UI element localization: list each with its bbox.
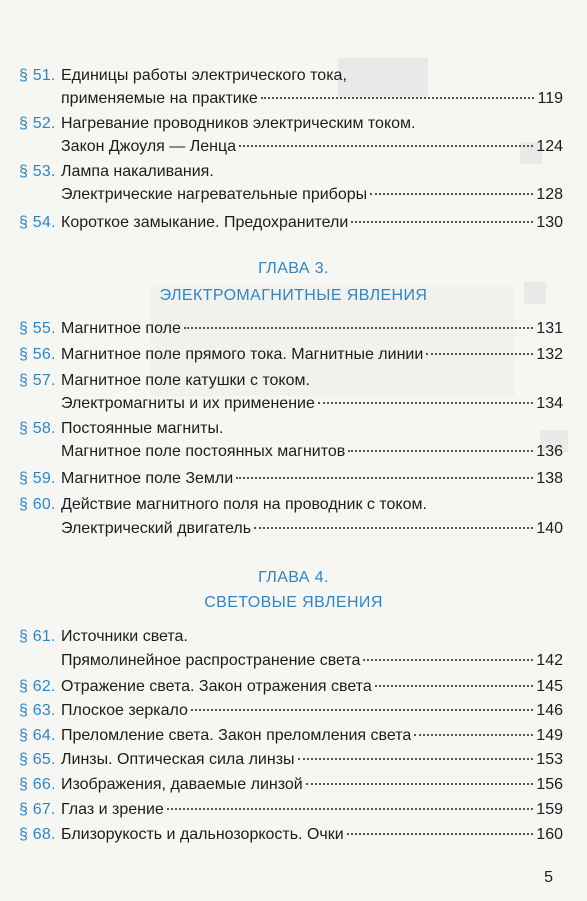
page-ref: 132: [536, 346, 563, 363]
dot-leader: [298, 758, 534, 760]
section-title: Короткое замыкание. Предохранители: [61, 214, 349, 231]
section-number: § 57.: [19, 372, 56, 389]
section-title: Близорукость и дальнозоркость. Очки: [61, 826, 344, 843]
dot-leader: [306, 783, 534, 785]
section-title: Преломление света. Закон преломления света: [61, 727, 412, 744]
dot-leader: [254, 527, 533, 529]
chapter-title[interactable]: ЭЛЕКТРОМАГНИТНЫЕ ЯВЛЕНИЯ: [159, 287, 428, 304]
section-title: Линзы. Оптическая сила линзы: [61, 751, 295, 768]
section-number: § 61.: [19, 628, 56, 645]
section-number: § 59.: [19, 470, 56, 487]
section-title: Единицы работы электрического тока,: [61, 67, 347, 84]
section-number: § 51.: [19, 67, 56, 84]
section-number: § 63.: [19, 702, 56, 719]
section-title-continued: применяемые на практике: [61, 90, 258, 107]
section-title-continued: Магнитное поле постоянных магнитов: [61, 443, 346, 460]
chapter-title[interactable]: СВЕТОВЫЕ ЯВЛЕНИЯ: [204, 594, 383, 611]
dot-leader: [239, 145, 533, 147]
section-title: Магнитное поле катушки с током.: [61, 372, 310, 389]
section-title: Нагревание проводников электрическим током.: [61, 115, 416, 132]
page-ref: 138: [536, 470, 563, 487]
page-ref: 146: [536, 702, 563, 719]
page-ref: 145: [536, 678, 563, 695]
section-title-continued: Прямолинейное распространение света: [61, 652, 361, 669]
section-number: § 52.: [19, 115, 56, 132]
page-number: 5: [544, 869, 553, 886]
page-ref: 140: [536, 520, 563, 537]
page-ref: 130: [536, 214, 563, 231]
dot-leader: [348, 450, 533, 452]
page-ref: 124: [536, 138, 563, 155]
page-ref: 160: [536, 826, 563, 843]
page-ref: 159: [536, 801, 563, 818]
section-number: § 55.: [19, 320, 56, 337]
dot-leader: [375, 685, 534, 687]
dot-leader: [184, 327, 533, 329]
dot-leader: [261, 97, 535, 99]
dot-leader: [426, 353, 533, 355]
section-title-continued: Электрический двигатель: [61, 520, 252, 537]
section-title-continued: Электромагниты и их применение: [61, 395, 315, 412]
page-ref: 136: [536, 443, 563, 460]
dot-leader: [370, 193, 533, 195]
page-ref: 156: [536, 776, 563, 793]
section-number: § 58.: [19, 420, 56, 437]
section-number: § 54.: [19, 214, 56, 231]
dot-leader: [351, 221, 533, 223]
section-number: § 60.: [19, 496, 56, 513]
page-ref: 142: [536, 652, 563, 669]
chapter-label: ГЛАВА 3.: [258, 260, 329, 277]
dot-leader: [318, 402, 533, 404]
dot-leader: [414, 734, 533, 736]
section-number: § 68.: [19, 826, 56, 843]
dot-leader: [167, 808, 534, 810]
section-number: § 62.: [19, 678, 56, 695]
dot-leader: [347, 833, 534, 835]
page-ref: 134: [536, 395, 563, 412]
section-title: Глаз и зрение: [61, 801, 164, 818]
section-title: Магнитное поле: [61, 320, 181, 337]
section-number: § 66.: [19, 776, 56, 793]
dot-leader: [191, 709, 533, 711]
section-title: Изображения, даваемые линзой: [61, 776, 303, 793]
section-title-continued: Электрические нагревательные приборы: [61, 186, 368, 203]
section-number: § 56.: [19, 346, 56, 363]
section-number: § 64.: [19, 727, 56, 744]
page-ref: 128: [536, 186, 563, 203]
section-number: § 67.: [19, 801, 56, 818]
page-ref: 153: [536, 751, 563, 768]
dot-leader: [363, 659, 533, 661]
section-number: § 65.: [19, 751, 56, 768]
section-title-continued: Закон Джоуля — Ленца: [61, 138, 237, 155]
section-title: Постоянные магниты.: [61, 420, 224, 437]
section-title: Действие магнитного поля на проводник с током.: [61, 496, 427, 513]
chapter-label: ГЛАВА 4.: [258, 569, 329, 586]
page-ref: 149: [536, 727, 563, 744]
dot-leader: [236, 477, 533, 479]
section-title: Магнитное поле прямого тока. Магнитные линии: [61, 346, 424, 363]
section-title: Лампа накаливания.: [61, 163, 214, 180]
section-title: Магнитное поле Земли: [61, 470, 234, 487]
page-ref: 131: [536, 320, 563, 337]
page-ref: 119: [537, 90, 563, 107]
section-title: Источники света.: [61, 628, 188, 645]
section-title: Отражение света. Закон отражения света: [61, 678, 372, 695]
section-title: Плоское зеркало: [61, 702, 188, 719]
section-number: § 53.: [19, 163, 56, 180]
